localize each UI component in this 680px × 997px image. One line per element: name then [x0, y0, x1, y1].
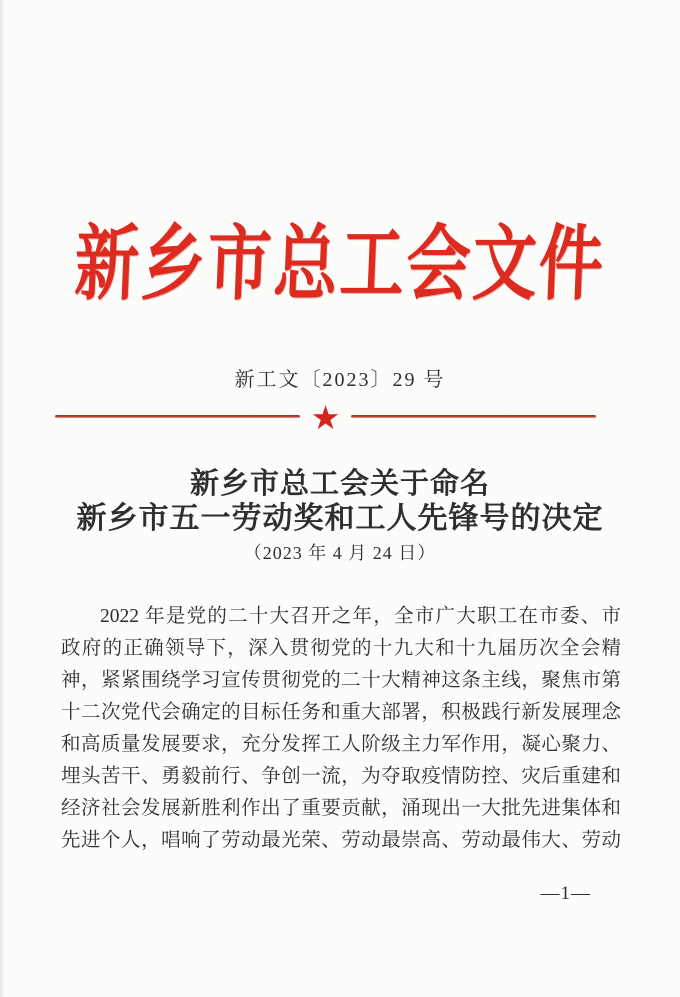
star-icon: ★ — [310, 398, 341, 437]
document-title-line1: 新乡市总工会关于命名 — [189, 468, 490, 500]
banner-title: 新乡市总工会文件 — [72, 219, 608, 310]
body-line: 埋头苦干、勇毅前行、争创一流，为夺取疫情防控、灾后重建和 — [61, 766, 621, 787]
body-line: 神，紧紧围绕学习宣传贯彻党的二十大精神这条主线，聚焦市第 — [61, 670, 621, 691]
body-line: 和高质量发展要求，充分发挥工人阶级主力军作用，凝心聚力、 — [61, 734, 621, 755]
red-header-banner — [0, 218, 680, 312]
document-title-line2: 新乡市五一劳动奖和工人先锋号的决定 — [76, 502, 604, 535]
body-line: 经济社会发展新胜利作出了重要贡献，涌现出一大批先进集体和 — [61, 798, 621, 819]
page-number: —1— — [540, 883, 591, 904]
body-line: 先进个人，唱响了劳动最光荣、劳动最崇高、劳动最伟大、劳动 — [61, 830, 621, 851]
divider-rule-left — [55, 415, 300, 418]
document-date: （2023 年 4 月 24 日） — [243, 543, 437, 563]
body-line: 2022 年是党的二十大召开之年，全市广大职工在市委、市 — [100, 606, 621, 627]
body-paragraph — [61, 601, 621, 857]
body-line: 十二次党代会确定的目标任务和重大部署，积极践行新发展理念 — [61, 702, 621, 723]
document-number: 新工文〔2023〕29 号 — [234, 369, 446, 391]
body-line: 政府的正确领导下，深入贯彻党的十九大和十九届历次全会精 — [61, 638, 621, 659]
divider-rule-right — [351, 415, 596, 418]
red-divider — [55, 398, 596, 437]
